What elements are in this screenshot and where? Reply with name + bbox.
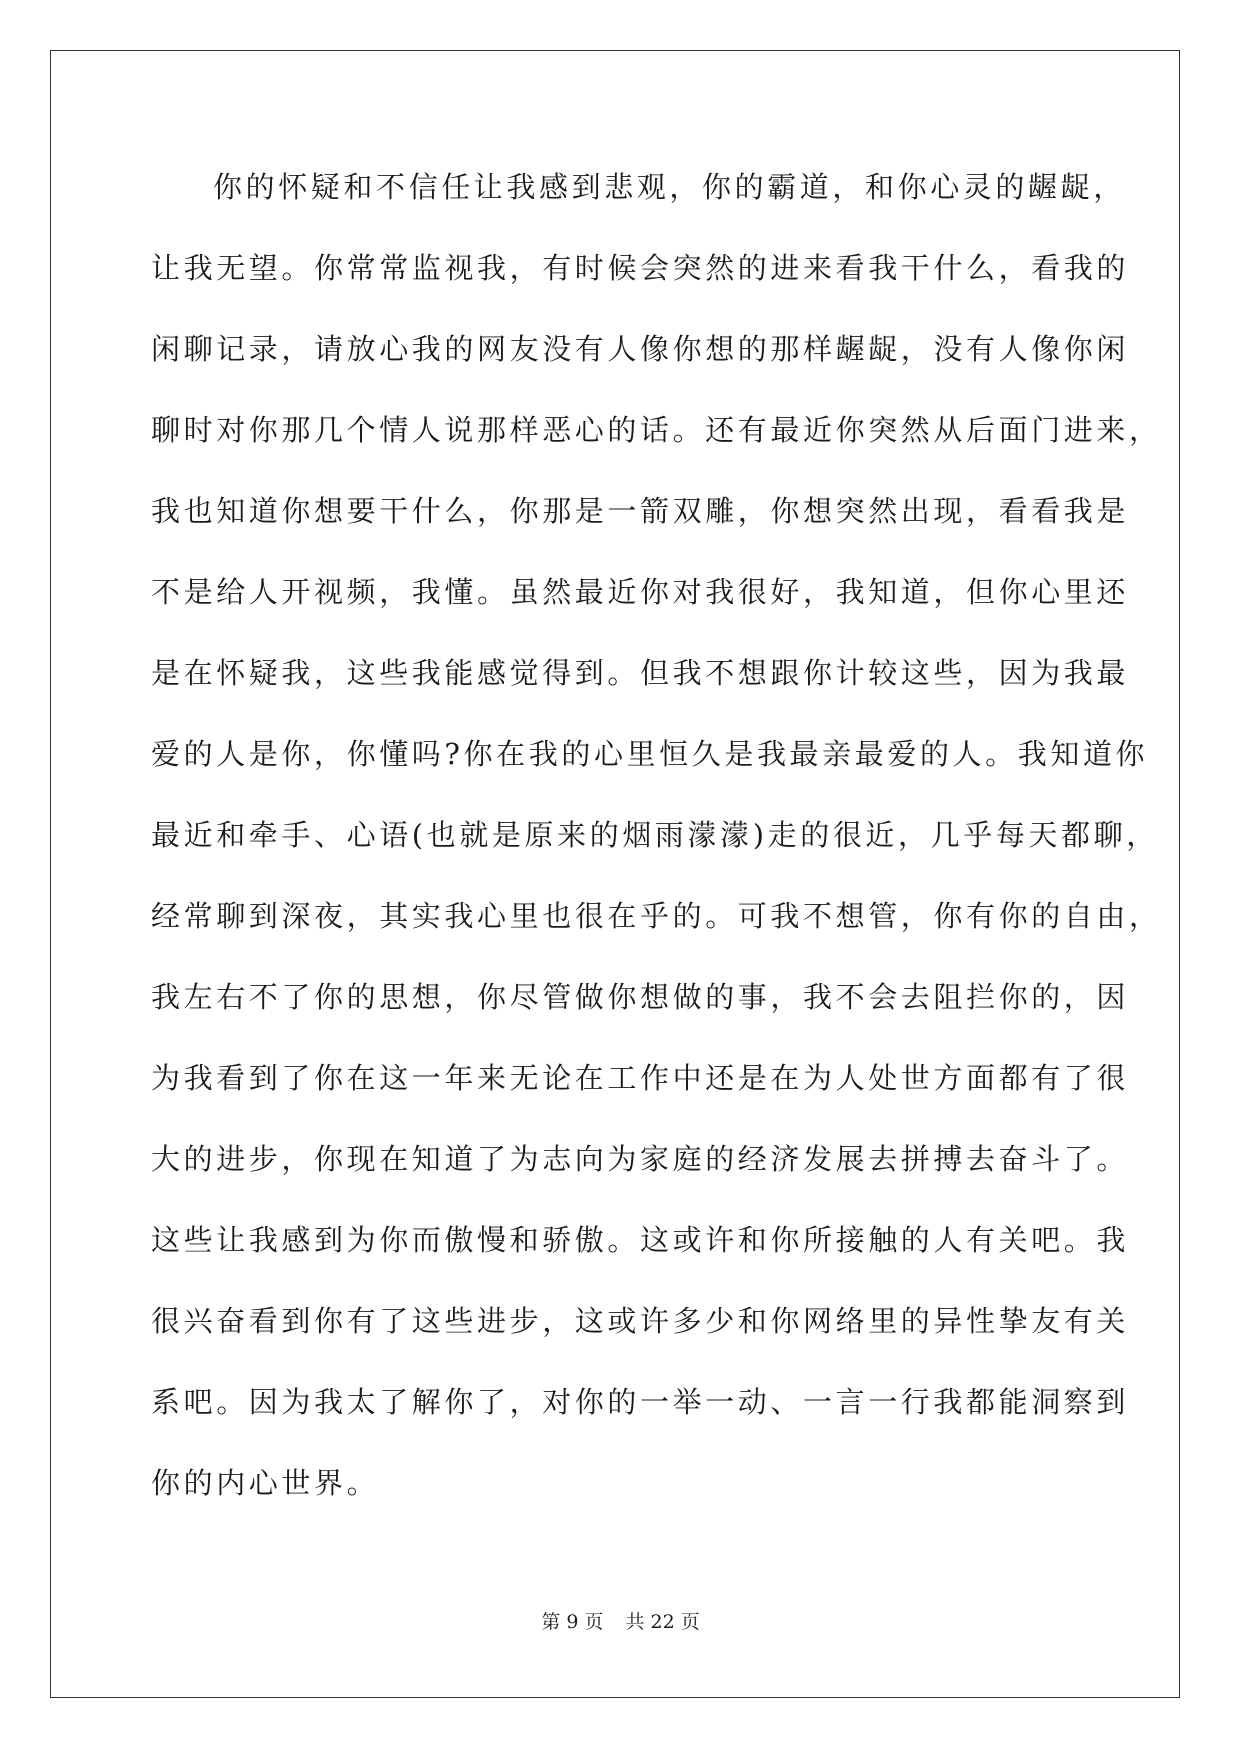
text-line: 聊时对你那几个情人说那样恶心的话。还有最近你突然从后面门进来，: [151, 413, 1162, 447]
text-line: 最近和牵手、心语(也就是原来的烟雨濛濛)走的很近，几乎每天都聊，: [151, 818, 1159, 852]
current-page-label: 第 9 页: [541, 1611, 604, 1633]
text-line: 很兴奋看到你有了这些进步，这或许多少和你网络里的异性挚友有关: [151, 1304, 1130, 1338]
page-footer: [0, 1610, 1241, 1634]
text-line: 系吧。因为我太了解你了，对你的一举一动、一言一行我都能洞察到: [151, 1385, 1130, 1419]
text-line: 这些让我感到为你而傲慢和骄傲。这或许和你所接触的人有关吧。我: [151, 1223, 1130, 1257]
text-line: 让我无望。你常常监视我，有时候会突然的进来看我干什么，看我的: [151, 251, 1130, 285]
text-line: 我左右不了你的思想，你尽管做你想做的事，我不会去阻拦你的，因: [151, 980, 1130, 1014]
text-line: 大的进步，你现在知道了为志向为家庭的经济发展去拼搏去奋斗了。: [151, 1142, 1130, 1176]
text-line: 我也知道你想要干什么，你那是一箭双雕，你想突然出现，看看我是: [151, 494, 1130, 528]
text-line: 你的内心世界。: [151, 1466, 380, 1500]
body-paragraph: [151, 166, 1162, 1543]
text-line: 不是给人开视频，我懂。虽然最近你对我很好，我知道，但你心里还: [151, 575, 1130, 609]
text-line: 经常聊到深夜，其实我心里也很在乎的。可我不想管，你有你的自由，: [151, 899, 1162, 933]
text-line: 爱的人是你，你懂吗?你在我的心里恒久是我最亲最爱的人。我知道你: [151, 737, 1149, 771]
total-pages-label: 共 22 页: [625, 1611, 700, 1633]
text-line: 是在怀疑我，这些我能感觉得到。但我不想跟你计较这些，因为我最: [151, 656, 1130, 690]
text-line: 为我看到了你在这一年来无论在工作中还是在为人处世方面都有了很: [151, 1061, 1130, 1095]
text-line: 你的怀疑和不信任让我感到悲观，你的霸道，和你心灵的龌龊，: [213, 170, 1126, 204]
text-line: 闲聊记录，请放心我的网友没有人像你想的那样龌龊，没有人像你闲: [151, 332, 1130, 366]
